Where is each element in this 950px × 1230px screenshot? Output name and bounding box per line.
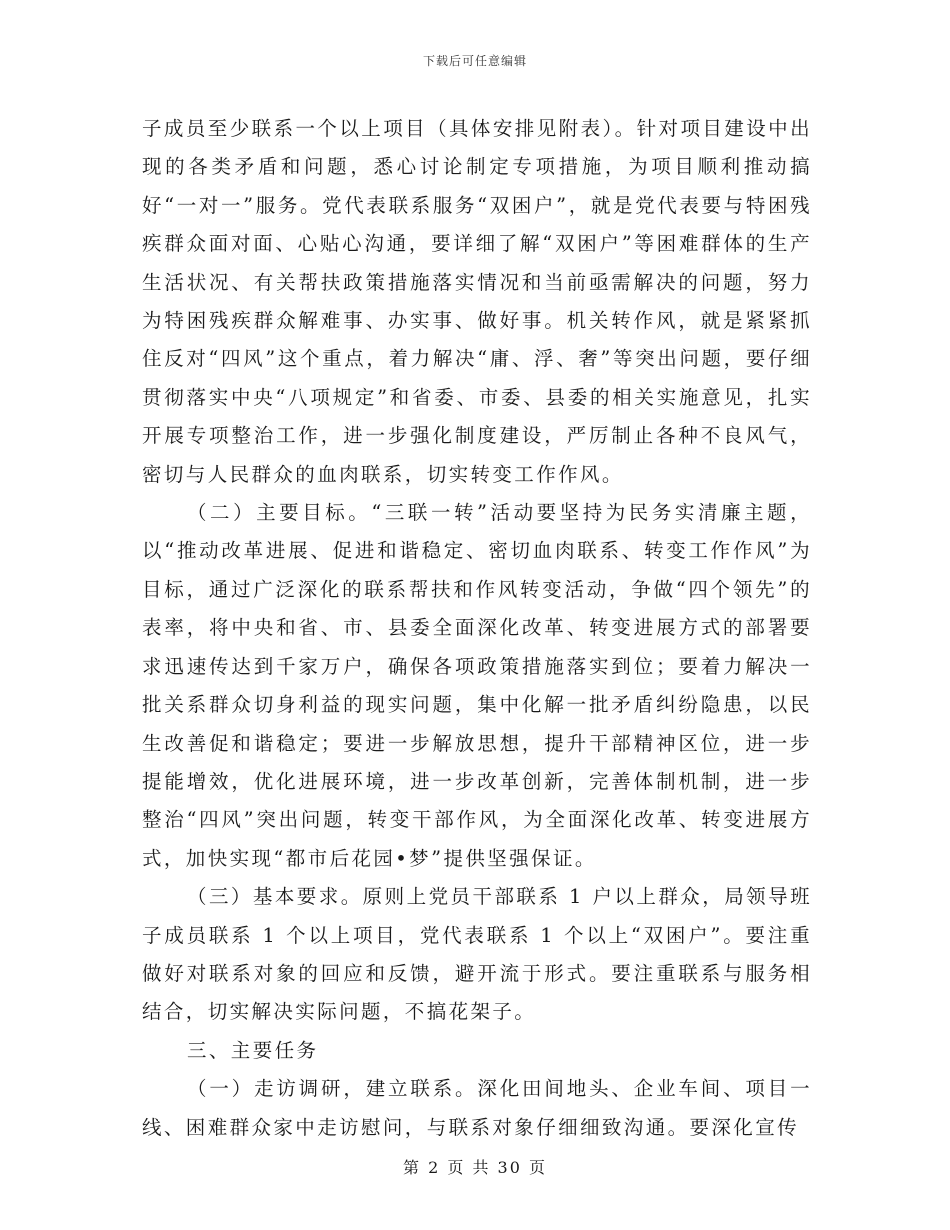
page-header: 下载后可任意编辑 [422,54,527,68]
paragraph-basic-requirements: （三）基本要求。原则上党员干部联系 1 户以上群众，局领导班子成员联系 1 个以上项目，党代表联系 1 个以上“双困户”。要注重做好对联系对象的回应和反馈，避开流于形式。要注重联系与服务相结合，切实解决实际问题，不搞花架子。 [142,885,812,1024]
paragraph-main-goals: （二）主要目标。“三联一转”活动要坚持为民务实清廉主题，以“推动改革进展、促进和谐稳定、密切血肉联系、转变工作作风”为目标，通过广泛深化的联系帮扶和作风转变活动，争做“四个领先”的表率，将中央和省、市、县委全面深化改革、转变进展方式的部署要求迅速传达到千家万户，确保各项政策措施落实到位；要着力解决一批关系群众切身利益的现实问题，集中化解一批矛盾纠纷隐患，以民生改善促和谐稳定；要进一步解放思想，提升干部精神区位，进一步提能增效，优化进展环境，进一步改革创新，完善体制机制，进一步整治“四风”突出问题，转变干部作风，为全面深化改革、转变进展方式，加快实现“都市后花园•梦”提供坚强保证。 [142,501,812,870]
paragraph-continuation: 子成员至少联系一个以上项目（具体安排见附表）。针对项目建设中出现的各类矛盾和问题，悉心讨论制定专项措施，为项目顺利推动搞好“一对一”服务。党代表联系服务“双困户”，就是党代表要与特困残疾群众面对面、心贴心沟通，要详细了解“双困户”等困难群体的生产生活状况、有关帮扶政策措施落实情况和当前亟需解决的问题，努力为特困残疾群众解难事、办实事、做好事。机关转作风，就是紧紧抓住反对“四风”这个重点，着力解决“庸、浮、奢”等突出问题，要仔细贯彻落实中央“八项规定”和省委、市委、县委的相关实施意见，扎实开展专项整治工作，进一步强化制度建设，严厉制止各种不良风气，密切与人民群众的血肉联系，切实转变工作作风。 [142,117,812,486]
paragraph-visit-research: （一）走访调研，建立联系。深化田间地头、企业车间、项目一线、困难群众家中走访慰问，与联系对象仔细细致沟通。要深化宣传 [142,1077,812,1139]
section-heading-main-tasks: 三、主要任务 [187,1038,319,1062]
document-body [142,110,812,1147]
page-number: 第 2 页 共 30 页 [403,1158,547,1177]
